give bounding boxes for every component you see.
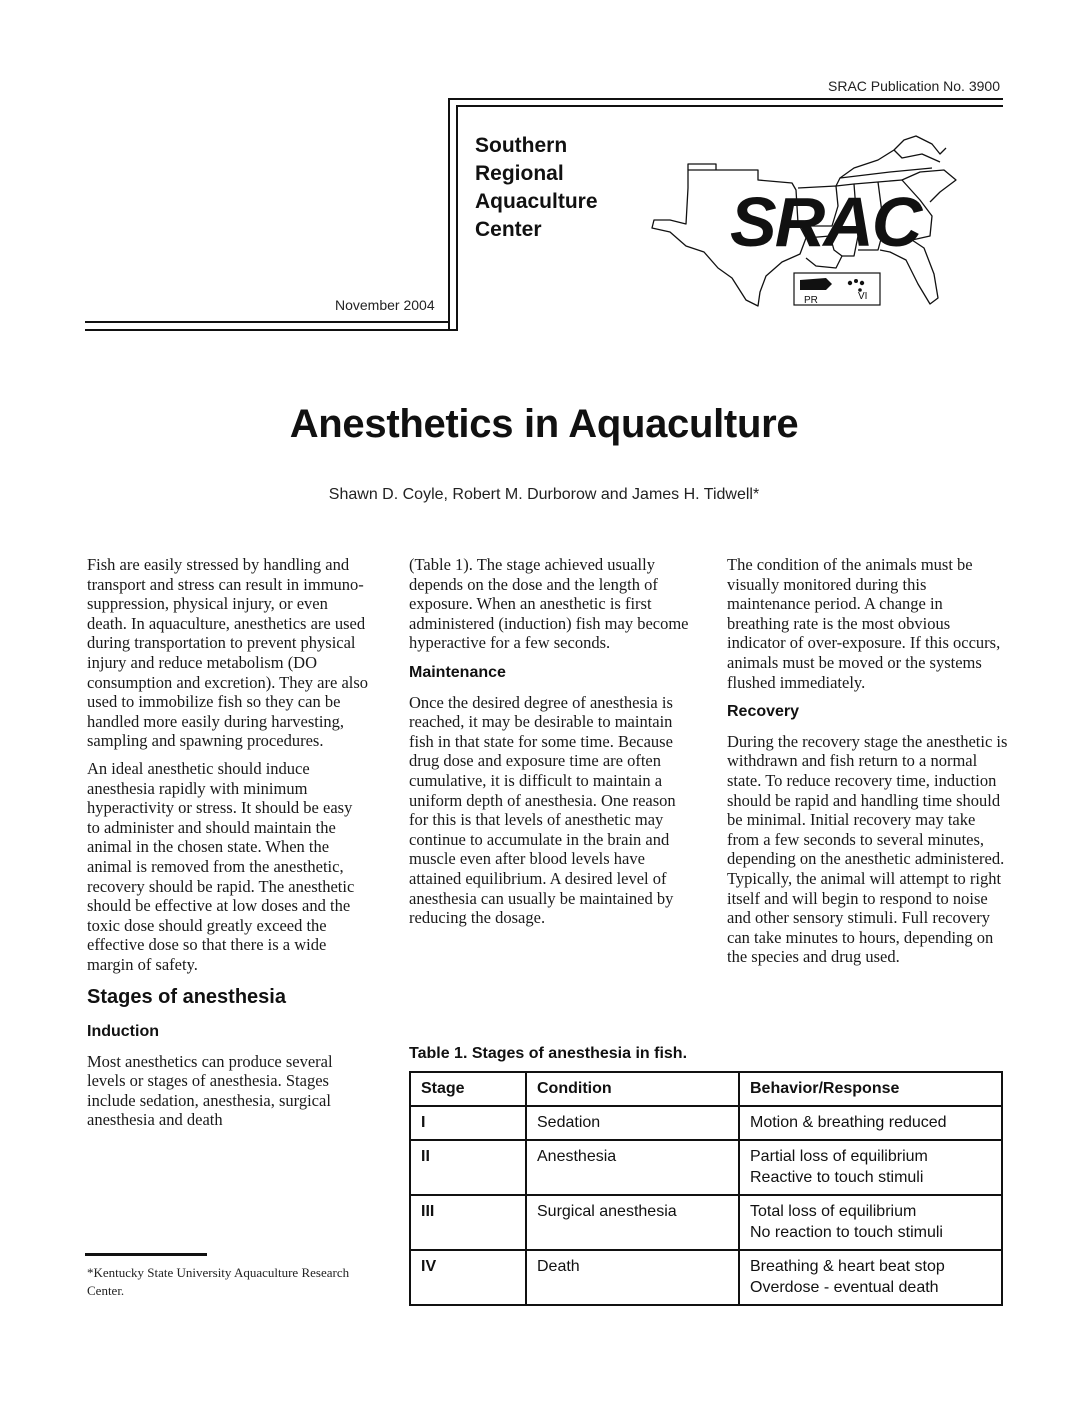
cell-stage: IV: [410, 1250, 526, 1305]
publication-date: November 2004: [335, 297, 435, 313]
table-caption: Table 1. Stages of anesthesia in fish.: [409, 1045, 688, 1062]
publication-number: SRAC Publication No. 3900: [828, 78, 1000, 94]
column-3: [727, 555, 1009, 975]
cell-condition: Anesthesia: [526, 1140, 739, 1195]
cell-condition: Sedation: [526, 1106, 739, 1140]
paragraph: During the recovery stage the anesthetic is withdrawn and fish return to a normal state. To reduce recovery time, induction should be rapid and handling time should be minimal. Initial recovery may take from a few seconds to several minutes, depending on the anesthetic administered. Typically, the animal will attempt to right itself and will begin to respond to noise and other sensory stimuli. Full recovery can take minutes to hours, depending on the species and drug used.: [727, 731, 1008, 967]
header-behavior: Behavior/Response: [739, 1072, 1002, 1106]
table-row: [410, 1195, 1002, 1250]
srac-wordmark: SRAC: [730, 183, 921, 261]
cell-response: [739, 1195, 1002, 1250]
header-condition: Condition: [526, 1072, 739, 1106]
response-line: Motion & breathing reduced: [750, 1114, 947, 1131]
subheading-recovery: Recovery: [727, 703, 800, 721]
cell-response: [739, 1106, 1002, 1140]
cell-stage: II: [410, 1140, 526, 1195]
footnote: *Kentucky State University Aquaculture Research Center.: [87, 1265, 350, 1298]
response-line: Partial loss of equilibrium: [750, 1148, 928, 1165]
response-line: No reaction to touch stimuli: [750, 1224, 943, 1241]
header-top-rule-inner: [456, 105, 1003, 107]
center-name-line: Aquaculture: [475, 190, 598, 213]
response-line: Total loss of equilibrium: [750, 1203, 917, 1220]
center-name-line: Center: [475, 218, 542, 241]
center-name-line: Southern: [475, 134, 568, 157]
subheading-maintenance: Maintenance: [409, 663, 506, 681]
table-header-row: [410, 1072, 1002, 1106]
paragraph: Once the desired degree of anesthesia is reached, it may be desirable to maintain fish in that state for some time. Because drug dose and exposure time are often cumulative, it is difficult to maintain a uniform depth of anesthesia. One reason for this is that levels of anesthetic may continue to accumulate in the brain and muscle even after blood levels have attained equilibrium. A desired level of anesthesia can usually be maintained by reducing the dosage.: [409, 692, 676, 928]
response-line: Overdose - eventual death: [750, 1279, 939, 1296]
paragraph: The condition of the animals must be visually monitored during this maintenance period. A change in breathing rate is the most obvious indicator of over-exposure. If this occurs, animals must be moved or the systems flushed immediately.: [727, 555, 1001, 692]
center-name-line: Regional: [475, 162, 564, 185]
puerto-rico-shape-icon: [800, 278, 832, 290]
stages-table: [409, 1071, 1003, 1306]
column-2: [409, 555, 689, 936]
vi-label: VI: [858, 291, 868, 302]
section-heading-stages: Stages of anesthesia: [87, 986, 286, 1009]
authors: Shawn D. Coyle, Robert M. Durborow and James H. Tidwell*: [328, 486, 760, 503]
srac-map-logo: [640, 128, 960, 328]
table-row: [410, 1106, 1002, 1140]
subheading-induction: Induction: [87, 1023, 159, 1041]
column-1: [87, 555, 369, 1138]
paragraph: Fish are easily stressed by handling and transport and stress can result in immuno-suppression, physical injury, or even death. In aquaculture, anesthetics are used during transportation to prevent physical injury and reduce metabolism (DO consumption and excretion). They are also used to immobilize fish so they can be handled more easily during harvesting, sampling and spawning procedures.: [87, 555, 369, 751]
cell-stage: III: [410, 1195, 526, 1250]
table-row: [410, 1250, 1002, 1305]
footnote-rule: [85, 1253, 207, 1256]
cell-response: [739, 1250, 1002, 1305]
paragraph: (Table 1). The stage achieved usually depends on the dose and the length of exposure. When an anesthetic is first administered (induction) fish may become hyperactive for a few seconds.: [409, 555, 689, 653]
page-title: Anesthetics in Aquaculture: [289, 402, 799, 446]
response-line: Reactive to touch stimuli: [750, 1169, 924, 1186]
paragraph: An ideal anesthetic should induce anesthesia rapidly with minimum hyperactivity or stress. It should be easy to administer and should maintain the animal in the chosen state. When the animal is removed from the anesthetic, recovery should be rapid. The anesthetic should be effective at low doses and the toxic dose should greatly exceed the effective dose so that there is a wide margin of safety.: [87, 758, 355, 974]
center-name: [475, 132, 598, 244]
header-left-rule-inner: [456, 105, 458, 331]
header-bottom-rule-inner: [85, 329, 458, 331]
cell-response: [739, 1140, 1002, 1195]
pr-label: PR: [804, 295, 818, 306]
cell-stage: I: [410, 1106, 526, 1140]
cell-condition: Surgical anesthesia: [526, 1195, 739, 1250]
response-line: Breathing & heart beat stop: [750, 1258, 945, 1275]
header-stage: Stage: [410, 1072, 526, 1106]
header-bottom-rule: [85, 321, 450, 323]
cell-condition: Death: [526, 1250, 739, 1305]
header-left-rule: [448, 98, 450, 331]
header-top-rule: [448, 98, 1003, 100]
table-row: [410, 1140, 1002, 1195]
paragraph: Most anesthetics can produce several levels or stages of anesthesia. Stages include sedation, anesthesia, surgical anesthesia and death: [87, 1051, 333, 1130]
